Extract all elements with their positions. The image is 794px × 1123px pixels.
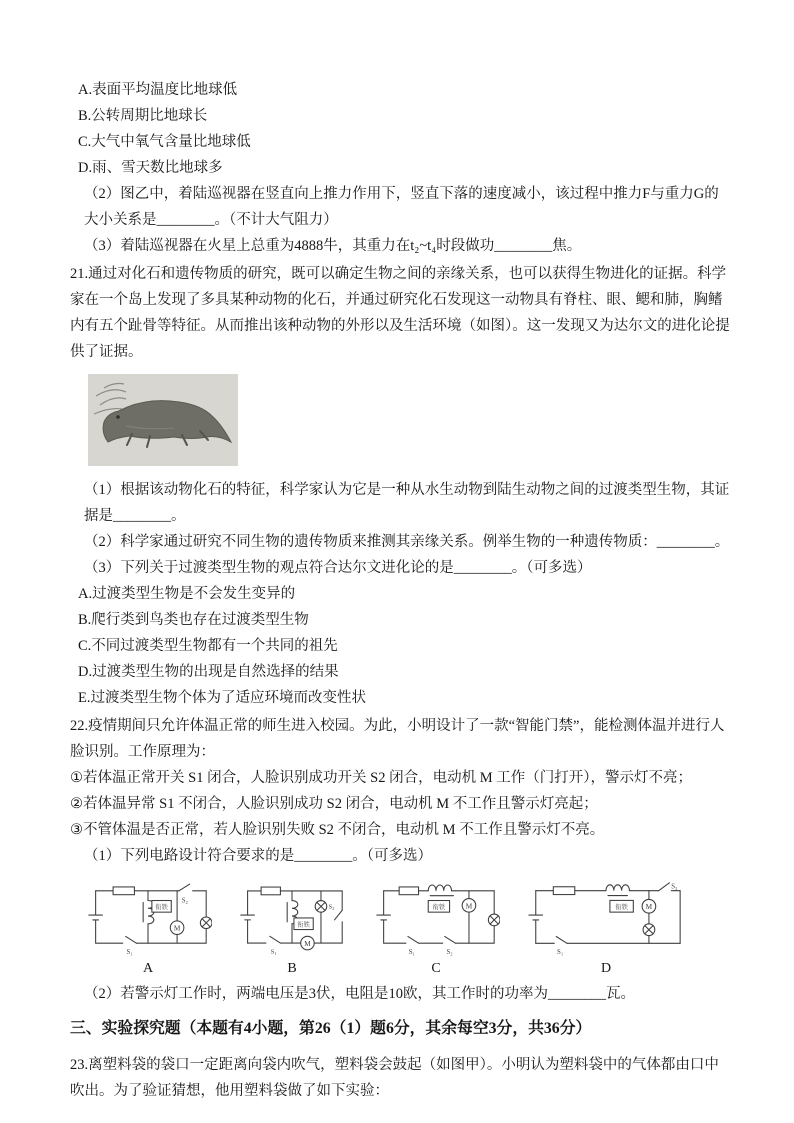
q22-stem: 22.疫情期间只允许体温正常的师生进入校园。为此，小明设计了一款“智能门禁”，能检测体温并进行人脸识别。工作原理为： (70, 718, 725, 760)
coil-icon (143, 891, 154, 943)
switch2-label: S₂ (181, 897, 188, 905)
switch1-label: S₁ (557, 949, 564, 957)
battery-icon (241, 891, 255, 943)
switch2-label: S₂ (328, 903, 335, 911)
q22-part1: （1）下列电路设计符合要求的是________。（可多选） (84, 848, 432, 864)
armature-label: 衔铁 (155, 904, 168, 912)
resistor-icon (113, 887, 134, 895)
lamp-icon (315, 901, 327, 913)
motor-label: M (173, 924, 181, 933)
circuit-label-c: C (431, 961, 441, 976)
motor-label: M (465, 902, 473, 911)
circuit-label-a: A (142, 961, 154, 976)
section3-heading: 三、实验探究题（本题有4小题，第26（1）题6分，其余每空3分，共36分） (70, 1020, 592, 1037)
switch1-label: S₁ (126, 948, 133, 956)
switch2-label: S₂ (671, 883, 678, 891)
circuit-a (84, 877, 212, 979)
q20-part2: （2）图乙中，着陆巡视器在竖直向上推力作用下，竖直下落的速度减小，该过程中推力F与重力G的大小关系是________。（不计大气阻力） (84, 186, 719, 228)
q21-option-e: E.过渡类型生物个体为了适应环境而改变性状 (78, 690, 366, 706)
switch2-label: S₂ (446, 948, 453, 956)
circuit-c (372, 877, 500, 979)
q22-rule1: ①若体温正常开关 S1 闭合，人脸识别成功开关 S2 闭合，电动机 M 工作（门打开），警示灯不亮； (70, 770, 693, 786)
resistor-icon (261, 887, 280, 895)
circuit-label-b: B (287, 961, 297, 976)
switch-icon (126, 936, 137, 943)
fossil-figure (88, 374, 732, 466)
q20-option-d: D.雨、雪天数比地球多 (78, 160, 223, 176)
switch-icon (334, 910, 342, 920)
switch-icon (659, 883, 670, 891)
q21-part3: （3）下列关于过渡类型生物的观点符合达尔文进化论的是________。（可多选） (84, 560, 592, 576)
q20-option-b: B.公转周期比地球长 (78, 108, 208, 124)
switch-icon (556, 937, 567, 944)
coil-icon (287, 891, 298, 943)
circuit-diagram-b (236, 877, 348, 957)
q21-part1: （1）根据该动物化石的特征，科学家认为它是一种从水生动物到陆生动物之间的过渡类型生物，其证据是________。 (84, 482, 730, 524)
resistor-icon (553, 887, 574, 895)
q20-option-c: C.大气中氧气含量比地球低 (78, 134, 251, 150)
battery-icon (529, 891, 543, 944)
q21-part2: （2）科学家通过研究不同生物的遗传物质来推测其亲缘关系。例举生物的一种遗传物质：________。 (84, 534, 730, 550)
q22-rule3: ③不管体温是否正常，若人脸识别失败 S2 不闭合，电动机 M 不工作且警示灯不亮。 (70, 822, 605, 838)
coil-icon (428, 885, 455, 896)
motor-label: M (304, 939, 311, 948)
q21-stem: 21.通过对化石和遗传物质的研究，既可以确定生物之间的亲缘关系，也可以获得生物进化的证据。科学家在一个岛上发现了多具某种动物的化石，并通过研究化石发现这一动物具有脊柱、眼、鳃和肺，胸鳍内有五个趾骨等特征。从而推出该种动物的外形以及生活环境（如图）。这一发现又为达尔文的进化论提供了证据。 (70, 266, 730, 360)
circuit-b (236, 877, 348, 979)
lamp-icon (200, 917, 212, 929)
switch-icon (270, 936, 281, 943)
q22-part2: （2）若警示灯工作时，两端电压是3伏，电阻是10欧，其工作时的功率为________瓦。 (84, 986, 635, 1002)
switch1-label: S₁ (408, 948, 415, 956)
motor-label: M (645, 902, 653, 912)
q21-option-c: C.不同过渡类型生物都有一个共同的祖先 (78, 638, 338, 654)
battery-icon (377, 891, 391, 943)
q21-option-d: D.过渡类型生物的出现是自然选择的结果 (78, 664, 339, 680)
q20-part3: （3）着陆巡视器在火星上总重为4888牛，其重力在t₂~t₄时段做功________焦。 (84, 238, 582, 254)
circuit-figure-row (84, 877, 732, 979)
switch1-label: S₁ (270, 948, 277, 956)
armature-label: 衔铁 (297, 921, 310, 929)
circuit-diagram-a (84, 877, 212, 957)
armature-label: 衔铁 (432, 904, 446, 912)
circuit-d (524, 877, 688, 979)
q21-option-b: B.爬行类到鸟类也存在过渡类型生物 (78, 612, 309, 628)
coil-icon (606, 885, 629, 896)
q20-option-a: A.表面平均温度比地球低 (78, 82, 238, 98)
fossil-image (88, 374, 238, 466)
q23-stem: 23.离塑料袋的袋口一定距离向袋内吹气，塑料袋会鼓起（如图甲）。小明认为塑料袋中的气体都由口中吹出。为了验证猜想，他用塑料袋做了如下实验： (70, 1057, 719, 1099)
lamp-icon (643, 924, 655, 936)
q21-option-a: A.过渡类型生物是不会发生变异的 (78, 586, 296, 602)
switch-icon (445, 936, 456, 943)
battery-icon (89, 891, 103, 943)
lamp-icon (488, 914, 500, 926)
circuit-label-d: D (600, 961, 612, 976)
switch-icon (408, 936, 419, 943)
circuit-diagram-c (372, 877, 500, 957)
q22-rule2: ②若体温异常 S1 不闭合，人脸识别成功 S2 闭合，电动机 M 不工作且警示灯亮起； (70, 796, 598, 812)
circuit-diagram-d (524, 877, 688, 957)
switch-icon (179, 884, 190, 891)
resistor-icon (399, 887, 418, 895)
armature-label: 衔铁 (615, 904, 628, 912)
